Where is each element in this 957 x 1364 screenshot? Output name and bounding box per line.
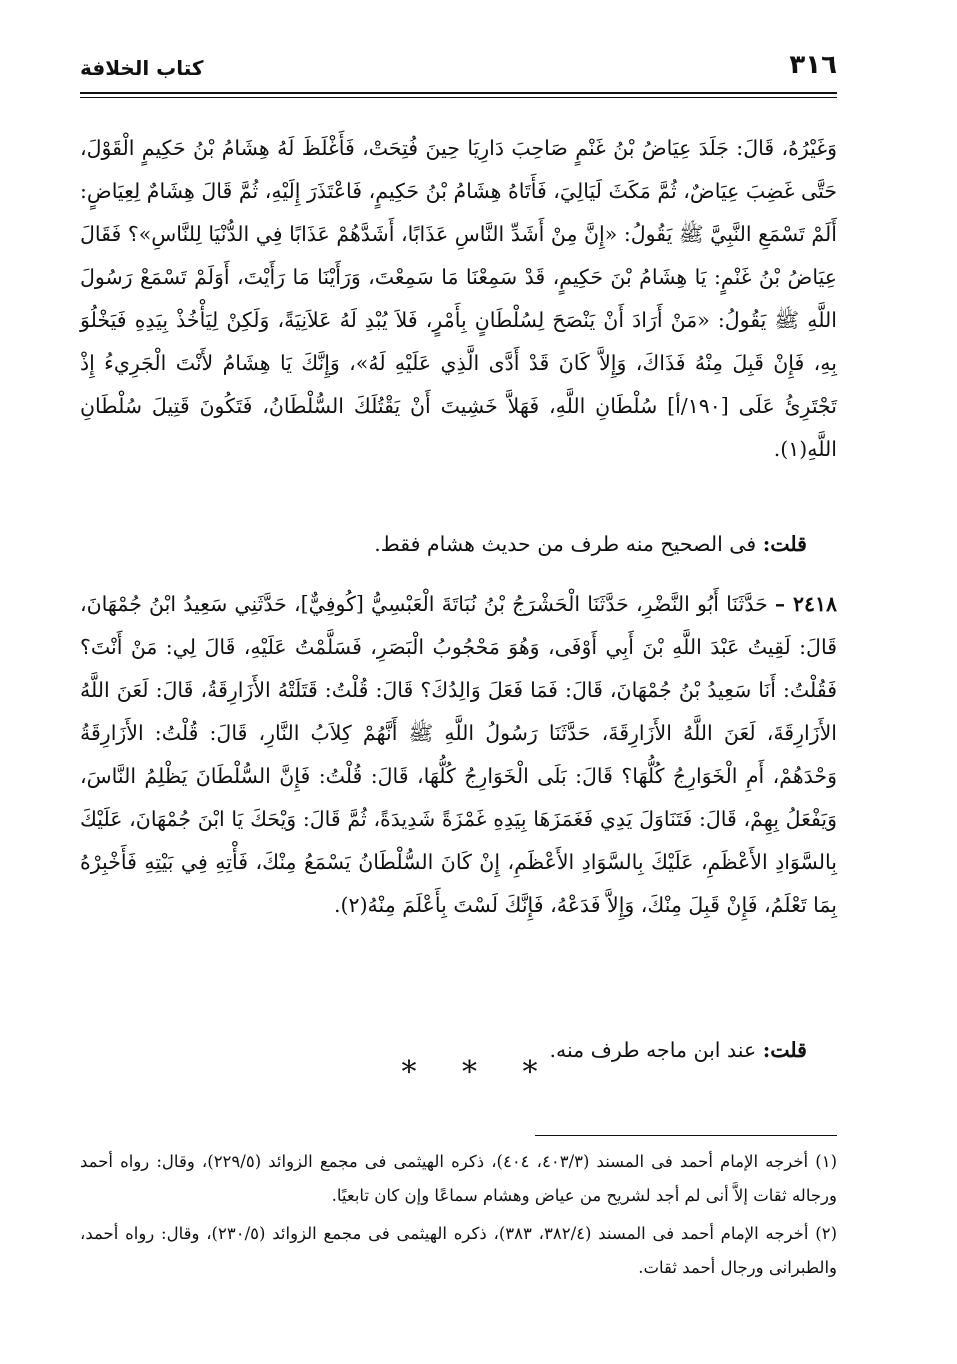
note-label: قلت:	[762, 1037, 807, 1062]
header-rule-thin	[80, 97, 837, 98]
note-text: عند ابن ماجه طرف منه.	[549, 1037, 763, 1062]
hadith-text: حَدَّثَنَا أَبُو النَّضْرِ، حَدَّثَنَا الْحَشْرَجُ بْنُ نُبَاتَةَ الْعَبْسِيُّ [كُوفِيٌّ]، حَدَّثَنِي سَعِيدُ ابْنُ جُمْهَانَ، قَالَ: لَقِيتُ عَبْدَ اللَّهِ بْنَ أَبِي أَوْفَى، وَهُوَ مَحْجُوبُ الْبَصَرِ، فَسَلَّمْتُ عَلَيْهِ، قَالَ لِي: مَنْ أَنْتَ؟ فَقُلْتُ: أَنَا سَعِيدُ بْنُ جُمْهَانَ، قَالَ: فَمَا فَعَلَ وَالِدُكَ؟ قَالَ: قُلْتُ: قَتَلَتْهُ الأَزَارِقَةُ، قَالَ: لَعَنَ اللَّهُ الأَزَارِقَةَ، لَعَنَ اللَّهُ الأَزَارِقَةَ، حَدَّثَنَا رَسُولُ اللَّهِ ﷺ أَنَّهُمْ كِلاَبُ النَّارِ، قَالَ: قُلْتُ: الأَزَارِقَةُ وَحْدَهُمْ، أَمِ الْخَوَارِجُ كُلُّهَا؟ قَالَ: بَلَى الْخَوَارِجُ كُلُّهَا، قَالَ: قُلْتُ: فَإِنَّ السُّلْطَانَ يَظْلِمُ النَّاسَ، وَيَفْعَلُ بِهِمْ، قَالَ: فَتَنَاوَلَ يَدِي فَغَمَزَهَا بِيَدِهِ غَمْزَةً شَدِيدَةً، ثُمَّ قَالَ: وَيْحَكَ يَا ابْنَ جُمْهَانَ، عَلَيْكَ بِالسَّوَادِ الأَعْظَمِ، عَلَيْكَ بِالسَّوَادِ الأَعْظَمِ، إِنْ كَانَ السُّلْطَانُ يَسْمَعُ مِنْكَ، فَأْتِهِ فِي بَيْتِهِ فَأَخْبِرْهُ بِمَا تَعْلَمُ، فَإِنْ قَبِلَ مِنْكَ، وَإِلاَّ فَدَعْهُ، فَإِنَّكَ لَسْتَ بِأَعْلَمَ مِنْهُ(٢).	[80, 591, 837, 917]
page-header	[80, 50, 837, 90]
footnote-1: (١) أخرجه الإمام أحمد فى المسند (٤٠٣/٣، ٤٠٤)، ذكره الهيثمى فى مجمع الزوائد (٢٢٩/٥)، وقال: رواه أحمد ورجاله ثقات إلاَّ أنى لم أجد لشريح من عياض وهشام سماعًا وإن كان تابعيًا.	[80, 1152, 837, 1205]
editor-note-1	[80, 523, 807, 566]
hadith-paragraph-2418	[80, 583, 837, 927]
section-separator: * * *	[401, 1055, 556, 1090]
hadith-paragraph-hisham	[80, 127, 837, 471]
book-title: كتاب الخلافة	[80, 56, 204, 80]
footnote-2: (٢) أخرجه الإمام أحمد فى المسند (٣٨٢/٤، ٣٨٣)، ذكره الهيثمى فى مجمع الزوائد (٢٣٠/٥)، وقال: رواه أحمد، والطبرانى ورجال أحمد ثقات.	[80, 1224, 837, 1277]
hadith-text: وَغَيْرُهُ، قَالَ: جَلَدَ عِيَاضُ بْنُ غَنْمٍ صَاحِبَ دَارِيَا حِينَ فُتِحَتْ، فَأَغْلَظَ لَهُ هِشَامُ بْنُ حَكِيمٍ الْقَوْلَ، حَتَّى غَضِبَ عِيَاضٌ، ثُمَّ مَكَثَ لَيَالِيَ، فَأَتَاهُ هِشَامُ بْنُ حَكِيمٍ، فَاعْتَذَرَ إِلَيْهِ، ثُمَّ قَالَ هِشَامٌ لِعِيَاضٍ: أَلَمْ تَسْمَعِ النَّبِيَّ ﷺ يَقُولُ: «إِنَّ مِنْ أَشَدِّ النَّاسِ عَذَابًا، أَشَدَّهُمْ عَذَابًا فِي الدُّنْيَا لِلنَّاسِ»؟ فَقَالَ عِيَاضُ بْنُ غَنْمٍ: يَا هِشَامُ بْنَ حَكِيمٍ، قَدْ سَمِعْنَا مَا سَمِعْتَ، وَرَأَيْنَا مَا رَأَيْتَ، أَوَلَمْ تَسْمَعْ رَسُولَ اللَّهِ ﷺ يَقُولُ: «مَنْ أَرَادَ أَنْ يَنْصَحَ لِسُلْطَانٍ بِأَمْرٍ، فَلاَ يُبْدِ لَهُ عَلاَنِيَةً، وَلَكِنْ لِيَأْخُذْ بِيَدِهِ فَيَخْلُوَ بِهِ، فَإِنْ قَبِلَ مِنْهُ فَذَاكَ، وَإِلاَّ كَانَ قَدْ أَدَّى الَّذِي عَلَيْهِ لَهُ»، وَإِنَّكَ يَا هِشَامُ لأَنْتَ الْجَرِيءُ إِذْ تَجْتَرِئُ عَلَى [١٩٠/أ] سُلْطَانِ اللَّهِ، فَهَلاَّ خَشِيتَ أَنْ يَقْتُلَكَ السُّلْطَانُ، فَتَكُونَ قَتِيلَ سُلْطَانِ اللَّهِ(١).	[80, 135, 837, 461]
page-number: ٣١٦	[789, 50, 837, 80]
note-label: قلت:	[762, 531, 807, 556]
footnotes	[80, 1145, 837, 1289]
note-text: فى الصحيح منه طرف من حديث هشام فقط.	[374, 531, 763, 556]
footnote-rule	[535, 1135, 837, 1136]
header-rule	[80, 92, 837, 94]
hadith-number: ٢٤١٨ –	[774, 591, 838, 616]
